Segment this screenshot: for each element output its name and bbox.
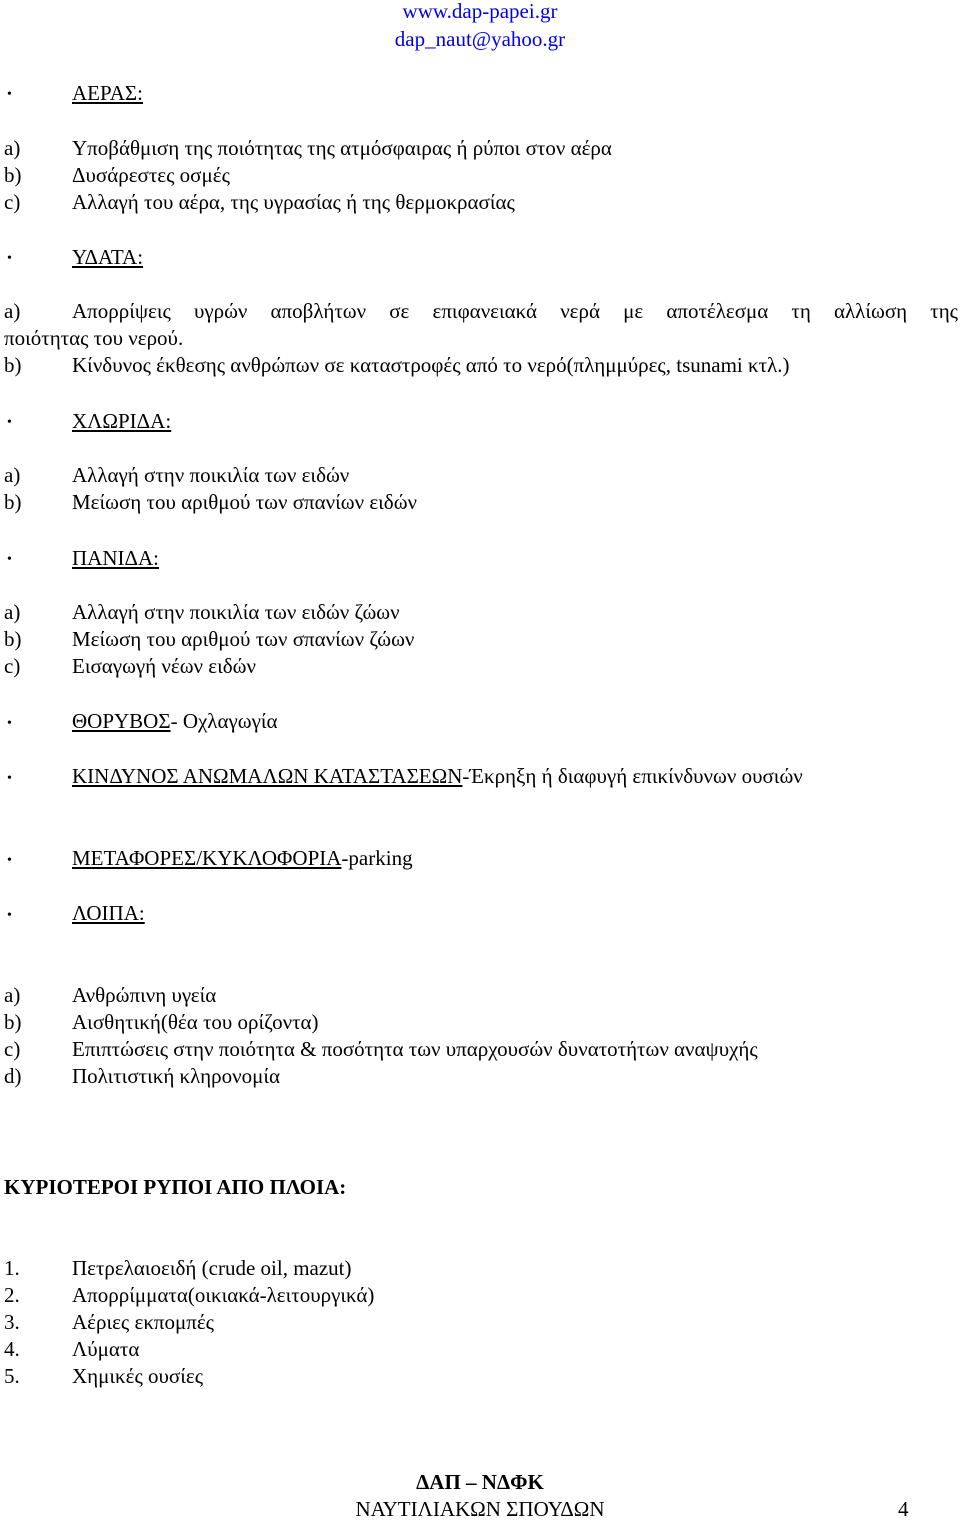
list-item: Αλλαγή του αέρα, της υγρασίας ή της θερμοκρασίας <box>72 190 515 214</box>
list-marker: c) <box>4 1037 21 1061</box>
email-link[interactable]: dap_naut@yahoo.gr <box>394 27 566 51</box>
list-marker: b) <box>4 490 22 514</box>
list-item: Αέριες εκπομπές <box>72 1310 214 1334</box>
list-marker: c) <box>4 654 21 678</box>
list-item: Υποβάθμιση της ποιότητας της ατμόσφαιρας ή ρύποι στον αέρα <box>72 136 612 160</box>
section-rest-thoryvos: - Οχλαγωγία <box>170 709 278 733</box>
list-item: Χημικές ουσίες <box>72 1364 204 1388</box>
list-item: Αλλαγή στην ποικιλία των ειδών <box>72 463 350 487</box>
list-item: Εισαγωγή νέων ειδών <box>72 654 256 678</box>
list-marker: 5. <box>4 1364 20 1388</box>
bullet-icon: • <box>7 908 12 923</box>
list-item: Πολιτιστική κληρονομία <box>72 1064 281 1088</box>
list-marker: b) <box>4 163 22 187</box>
section-title-ydata: ΥΔΑΤΑ: <box>72 245 144 269</box>
list-item: Πετρελαιοειδή (crude oil, mazut) <box>72 1256 352 1280</box>
bullet-icon: • <box>7 251 12 266</box>
section-title-chlorida: ΧΛΩΡΙΔΑ: <box>72 409 172 433</box>
list-marker: 1. <box>4 1256 20 1280</box>
bullet-icon: • <box>7 771 12 786</box>
footer-line2: ΝΑΥΤΙΛΙΑΚΩΝ ΣΠΟΥΔΩΝ <box>355 1497 605 1521</box>
section-title-panida: ΠΑΝΙΔΑ: <box>72 546 159 570</box>
section-metafores <box>72 845 413 871</box>
section-thoryvos <box>72 708 278 734</box>
list-item: Ανθρώπινη υγεία <box>72 983 217 1007</box>
section-title-metafores: ΜΕΤΑΦΟΡΕΣ/ΚΥΚΛΟΦΟΡΙΑ <box>72 846 342 870</box>
list-marker: a) <box>4 463 21 487</box>
list-item-continuation: ποιότητας του νερού. <box>4 326 184 350</box>
list-marker: 3. <box>4 1310 20 1334</box>
list-item: Επιπτώσεις στην ποιότητα & ποσότητα των υπαρχουσών δυνατοτήτων αναψυχής <box>72 1037 758 1061</box>
list-marker: b) <box>4 353 22 377</box>
list-item <box>4 298 958 324</box>
list-marker: a) <box>4 299 21 323</box>
list-item: Αλλαγή στην ποικιλία των ειδών ζώων <box>72 600 400 624</box>
list-item: Λύματα <box>72 1337 140 1361</box>
section-title-thoryvos: ΘΟΡΥΒΟΣ <box>72 709 171 733</box>
list-marker: b) <box>4 1010 22 1034</box>
bullet-icon: • <box>7 552 12 567</box>
list-item: Δυσάρεστες οσμές <box>72 163 230 187</box>
list-marker: c) <box>4 190 21 214</box>
section-title-kindynos: ΚΙΝΔΥΝΟΣ ΑΝΩΜΑΛΩΝ ΚΑΤΑΣΤΑΣΕΩΝ <box>72 764 463 788</box>
site-link[interactable]: www.dap-papei.gr <box>402 0 558 23</box>
list-item: Μείωση του αριθμού των σπανίων ζώων <box>72 627 415 651</box>
list-marker: a) <box>4 136 21 160</box>
list-marker: 4. <box>4 1337 20 1361</box>
list-item: Κίνδυνος έκθεσης ανθρώπων σε καταστροφές από το νερό(πλημμύρες, tsunami κτλ.) <box>72 353 790 377</box>
pollutants-heading: ΚΥΡΙΟΤΕΡΟΙ ΡΥΠΟΙ ΑΠΟ ΠΛΟΙΑ: <box>4 1175 347 1199</box>
bullet-icon: • <box>7 853 12 868</box>
list-marker: a) <box>4 600 21 624</box>
list-item: Απορρίμματα(οικιακά-λειτουργικά) <box>72 1283 375 1307</box>
list-marker: 2. <box>4 1283 20 1307</box>
page-number: 4 <box>898 1497 909 1521</box>
bullet-icon: • <box>7 87 12 102</box>
section-title-loipa: ΛΟΙΠΑ: <box>72 901 145 925</box>
bullet-icon: • <box>7 716 12 731</box>
list-marker: b) <box>4 627 22 651</box>
section-rest-metafores: -parking <box>341 846 413 870</box>
bullet-icon: • <box>7 415 12 430</box>
section-kindynos <box>72 763 803 789</box>
footer-line1: ΔΑΠ – ΝΔΦΚ <box>416 1470 544 1494</box>
list-item: Μείωση του αριθμού των σπανίων ειδών <box>72 490 418 514</box>
list-marker: a) <box>4 983 21 1007</box>
section-title-aeras: ΑΕΡΑΣ: <box>72 81 143 105</box>
section-rest-kindynos: -Έκρηξη ή διαφυγή επικίνδυνων ουσιών <box>462 764 803 788</box>
list-marker: d) <box>4 1064 22 1088</box>
list-item: Αισθητική(θέα του ορίζοντα) <box>72 1010 319 1034</box>
list-item-text: Απορρίψεις υγρών αποβλήτων σε επιφανειακά νερά με αποτέλεσμα τη αλλίωση της <box>72 299 958 323</box>
